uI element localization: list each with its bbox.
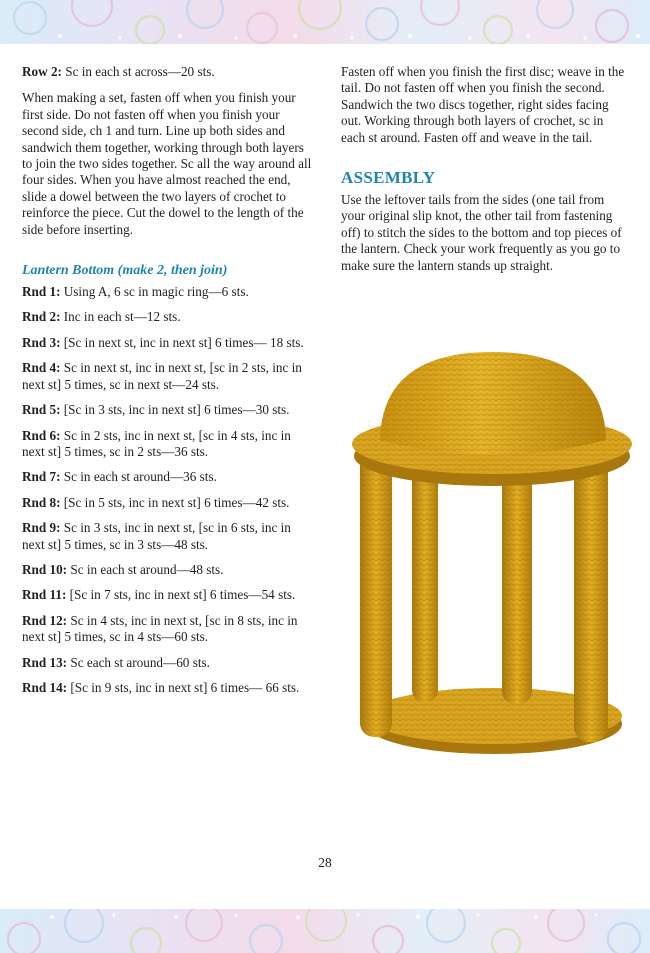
round-label: Rnd 1: [22,284,61,300]
round-text: [Sc in 9 sts, inc in next st] 6 times— 66 sts. [67,679,300,695]
round-label: Rnd 2: [22,309,61,325]
round-2 [22,309,314,325]
round-7 [22,469,314,485]
round-text: [Sc in 3 sts, inc in next st] 6 times—30 sts. [60,402,290,418]
round-label: Rnd 11: [22,587,67,603]
bubble-pattern-icon [0,909,650,953]
row-2-text: Sc in each st across—20 sts. [61,64,215,79]
round-label: Rnd 4: [22,360,61,376]
round-14 [22,680,314,696]
round-3 [22,335,314,351]
round-label: Rnd 5: [22,402,61,418]
round-13 [22,655,314,671]
round-label: Rnd 3: [22,334,61,350]
fasten-off-paragraph: Fasten off when you finish the first disc; weave in the tail. Do not fasten off when you finish the second. Sandwich the two discs together, right sides facing out. Working through both layers of crochet, sc in each st around. Fasten off and weave in the tail. [341,64,625,145]
right-column [341,64,626,274]
round-label: Rnd 9: [22,520,61,536]
row-2-instruction [22,64,314,80]
bubble-pattern-icon [0,0,650,44]
round-label: Rnd 10: [22,561,68,577]
round-text: Sc in 3 sts, inc in next st, [sc in 6 sts, inc in next st] 5 times, sc in 3 sts—48 sts. [22,520,291,552]
page-number: 28 [318,855,332,870]
round-label: Rnd 8: [22,494,61,510]
round-11 [22,587,314,603]
round-text: Inc in each st—12 sts. [60,309,181,325]
round-text: [Sc in 7 sts, inc in next st] 6 times—54 sts. [66,587,296,603]
round-text: Sc each st around—60 sts. [67,654,210,670]
round-text: Sc in 2 sts, inc in next st, [sc in 4 sts, inc in next st] 5 times, sc in 2 sts—36 sts. [22,427,291,459]
round-1 [22,284,314,300]
row-2-label: Row 2: [22,64,62,79]
assembly-heading: ASSEMBLY [341,168,436,188]
left-column [22,64,314,696]
round-text: Sc in 4 sts, inc in next st, [sc in 8 sts, inc in next st] 5 times, sc in 4 sts—60 sts. [22,612,298,645]
round-6 [22,428,314,461]
assembly-paragraph: Use the leftover tails from the sides (one tail from your original slip knot, the other tail from fastening off) to stitch the sides to the bottom and top pieces of the lantern. Check your work frequently as you go to make sure the lantern stands up straight. [341,192,622,273]
round-label: Rnd 7: [22,469,61,485]
bottom-decorative-band [0,909,650,953]
crochet-lantern-photo [352,352,642,772]
round-5 [22,402,314,418]
set-joining-paragraph: When making a set, fasten off when you finish your first side. Do not fasten off when you finish your second side, ch 1 and turn. Line up both sides and sandwich them together, working through both layers to join the two sides together. Sc all the way around all four sides. When you have almost reached the end, slide a dowel between the two layers of crochet to reinforce the piece. Cut the dowel to the length of the side before inserting. [22,90,312,237]
round-label: Rnd 14: [22,679,68,695]
round-text: Sc in each st around—36 sts. [60,469,217,485]
round-text: [Sc in 5 sts, inc in next st] 6 times—42 sts. [60,494,290,510]
round-text: [Sc in next st, inc in next st] 6 times— 18 sts. [60,334,304,350]
round-9 [22,520,314,553]
round-label: Rnd 6: [22,427,61,443]
round-4 [22,360,314,393]
top-decorative-band [0,0,650,44]
round-label: Rnd 13: [22,654,68,670]
round-text: Sc in next st, inc in next st, [sc in 2 sts, inc in next st] 5 times, sc in next st—24 sts. [22,360,302,392]
round-8 [22,495,314,511]
round-text: Sc in each st around—48 sts. [67,561,224,577]
round-label: Rnd 12: [22,612,68,628]
lantern-bottom-subheading: Lantern Bottom (make 2, then join) [22,263,228,279]
round-text: Using A, 6 sc in magic ring—6 sts. [60,284,249,300]
round-12 [22,613,314,646]
round-10 [22,562,314,578]
